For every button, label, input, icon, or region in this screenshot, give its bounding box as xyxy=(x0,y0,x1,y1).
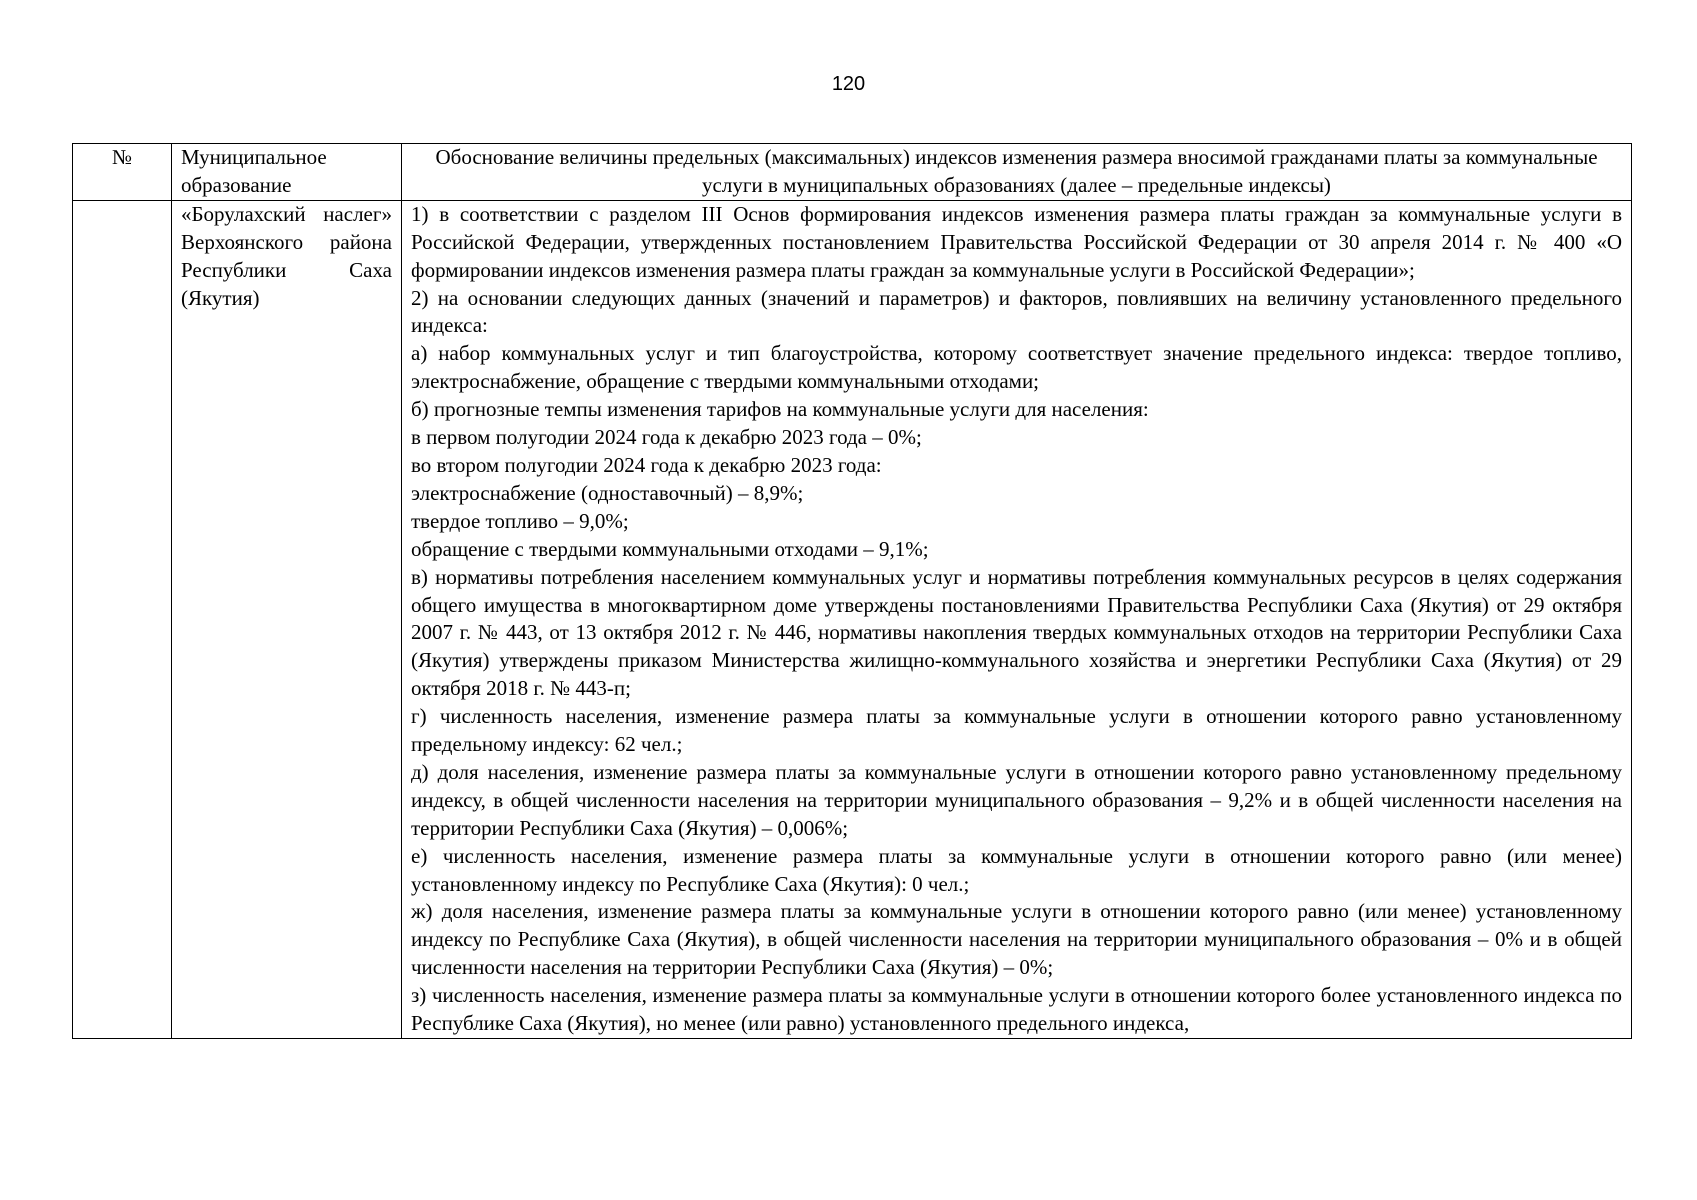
paragraph-zh: ж) доля населения, изменение размера платы за коммунальные услуги в отношении которого равно (или менее) установленному индексу по Республике Саха (Якутия), в общей численности населения на территории муниципального образования – 0% и в общей численности населения на территории Республики Саха (Якутия) – 0%; xyxy=(411,899,1622,980)
row-municipality: «Борулахский наслег» Верхоянского района Республики Саха (Якутия) xyxy=(172,200,402,1038)
paragraph-g: г) численность населения, изменение размера платы за коммунальные услуги в отношении которого равно установленному предельному индексу: 62 чел.; xyxy=(411,704,1622,757)
paragraph-b-electricity: электроснабжение (одноставочный) – 8,9%; xyxy=(411,480,804,505)
paragraph-a: а) набор коммунальных услуг и тип благоустройства, которому соответствует значение предельного индекса: твердое топливо, электроснабжение, обращение с твердыми коммунальными отходами; xyxy=(411,341,1622,394)
paragraph-z: з) численность населения, изменение размера платы за коммунальные услуги в отношении которого более установленного индекса по Республике Саха (Якутия), но менее (или равно) установленного предельного индекса, xyxy=(411,983,1622,1036)
paragraph-b-waste: обращение с твердыми коммунальными отходами – 9,1%; xyxy=(411,536,929,561)
justification-table xyxy=(72,143,1632,1039)
table-header-row xyxy=(73,144,1632,201)
paragraph-b-first-half: в первом полугодии 2024 года к декабрю 2023 года – 0%; xyxy=(411,425,922,450)
paragraph-1: 1) в соответствии с разделом III Основ формирования индексов изменения размера платы граждан за коммунальные услуги в Российской Федерации, утвержденных постановлением Правительства Российской Федерации от 30 апреля 2014 г. № 400 «О формировании индексов изменения размера платы граждан за коммунальные услуги в Российской Федерации»; xyxy=(411,201,1622,282)
paragraph-d: д) доля населения, изменение размера платы за коммунальные услуги в отношении которого равно установленному предельному индексу, в общей численности населения на территории муниципального образования – 9,2% и в общей численности населения на территории Республики Саха (Якутия) – 0,006%; xyxy=(411,759,1622,840)
paragraph-b-second-half: во втором полугодии 2024 года к декабрю 2023 года: xyxy=(411,452,882,477)
page-number: 120 xyxy=(831,73,866,95)
header-justification: Обоснование величины предельных (максимальных) индексов изменения размера вносимой гражданами платы за коммунальные услуги в муниципальных образованиях (далее – предельные индексы) xyxy=(402,144,1632,201)
paragraph-2: 2) на основании следующих данных (значений и параметров) и факторов, повлиявших на величину установленного предельного индекса: xyxy=(411,285,1622,338)
paragraph-v: в) нормативы потребления населением коммунальных услуг и нормативы потребления коммунальных ресурсов в целях содержания общего имущества в многоквартирном доме утверждены постановлениями Правительства Республики Саха (Якутия) от 29 октября 2007 г. № 443, от 13 октября 2012 г. № 446, нормативы накопления твердых коммунальных отходов на территории Республики Саха (Якутия) утверждены приказом Министерства жилищно-коммунального хозяйства и энергетики Республики Саха (Якутия) от 29 октября 2018 г. № 443-п; xyxy=(411,564,1622,701)
paragraph-b-solid-fuel: твердое топливо – 9,0%; xyxy=(411,508,629,533)
header-municipality: Муниципальное образование xyxy=(172,144,402,201)
paragraph-b: б) прогнозные темпы изменения тарифов на коммунальные услуги для населения: xyxy=(411,397,1149,422)
table-row xyxy=(73,200,1632,1038)
paragraph-e: е) численность населения, изменение размера платы за коммунальные услуги в отношении которого равно (или менее) установленному индексу по Республике Саха (Якутия): 0 чел.; xyxy=(411,843,1622,896)
row-justification xyxy=(402,200,1632,1038)
row-number xyxy=(73,200,172,1038)
header-number: № xyxy=(73,144,172,201)
